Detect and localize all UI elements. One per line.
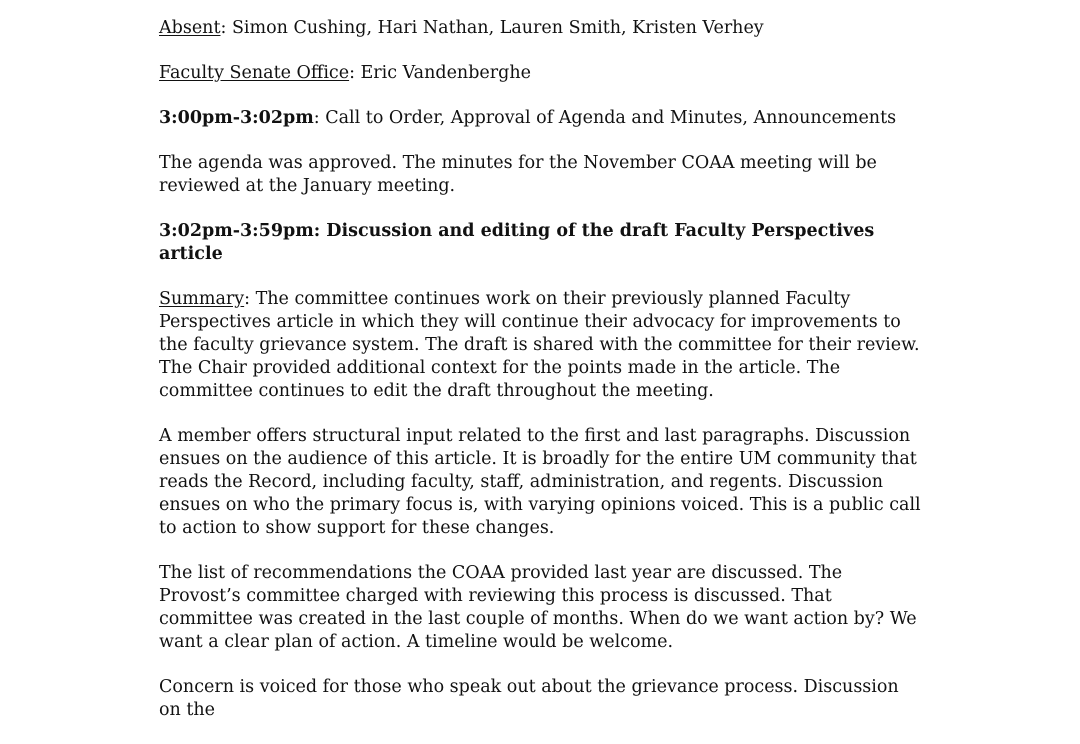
summary-paragraph (159, 288, 924, 403)
paragraph-concern: Concern is voiced for those who speak out about the grievance process. Discussion on the (159, 677, 899, 720)
agenda-item-call-to-order (159, 107, 924, 130)
absent-line (159, 17, 924, 40)
agenda-item-1-time: 3:00pm-3:02pm (159, 108, 314, 128)
faculty-senate-office-names: : Eric Vandenberghe (349, 63, 531, 83)
faculty-senate-office-line (159, 62, 924, 85)
paragraph-member-input: A member offers structural input related to the first and last paragraphs. Discussion ensues on the audience of this article. It is broadly for the entire UM community that reads the Record, including faculty, staff, administration, and regents. Discussion ensues on who the primary focus is, with varying opinions voiced. This is a public call to action to show support for these changes. (159, 426, 921, 538)
agenda-item-1-text: : Call to Order, Approval of Agenda and Minutes, Announcements (313, 108, 897, 128)
faculty-senate-office-label: Faculty Senate Office (159, 63, 350, 83)
absent-label: Absent (159, 18, 221, 38)
paragraph-agenda-approved: The agenda was approved. The minutes for the November COAA meeting will be reviewed at the January meeting. (159, 153, 877, 196)
document-page (159, 17, 924, 744)
summary-text: : The committee continues work on their previously planned Faculty Perspectives article in which they will continue their advocacy for improvements to the faculty grievance system. The draft is shared with the committee for their review. The Chair provided additional context for the points made in the article. The committee continues to edit the draft throughout the meeting. (159, 289, 920, 401)
absent-names: : Simon Cushing, Hari Nathan, Lauren Smith, Kristen Verhey (220, 18, 764, 38)
paragraph-recommendations: The list of recommendations the COAA provided last year are discussed. The Provost’s committee charged with reviewing this process is discussed. That committee was created in the last couple of months. When do we want action by? We want a clear plan of action. A timeline would be welcome. (159, 563, 917, 652)
summary-label: Summary (159, 289, 245, 309)
agenda-item-discussion-heading: 3:02pm-3:59pm: Discussion and editing of the draft Faculty Perspectives article (159, 221, 875, 264)
